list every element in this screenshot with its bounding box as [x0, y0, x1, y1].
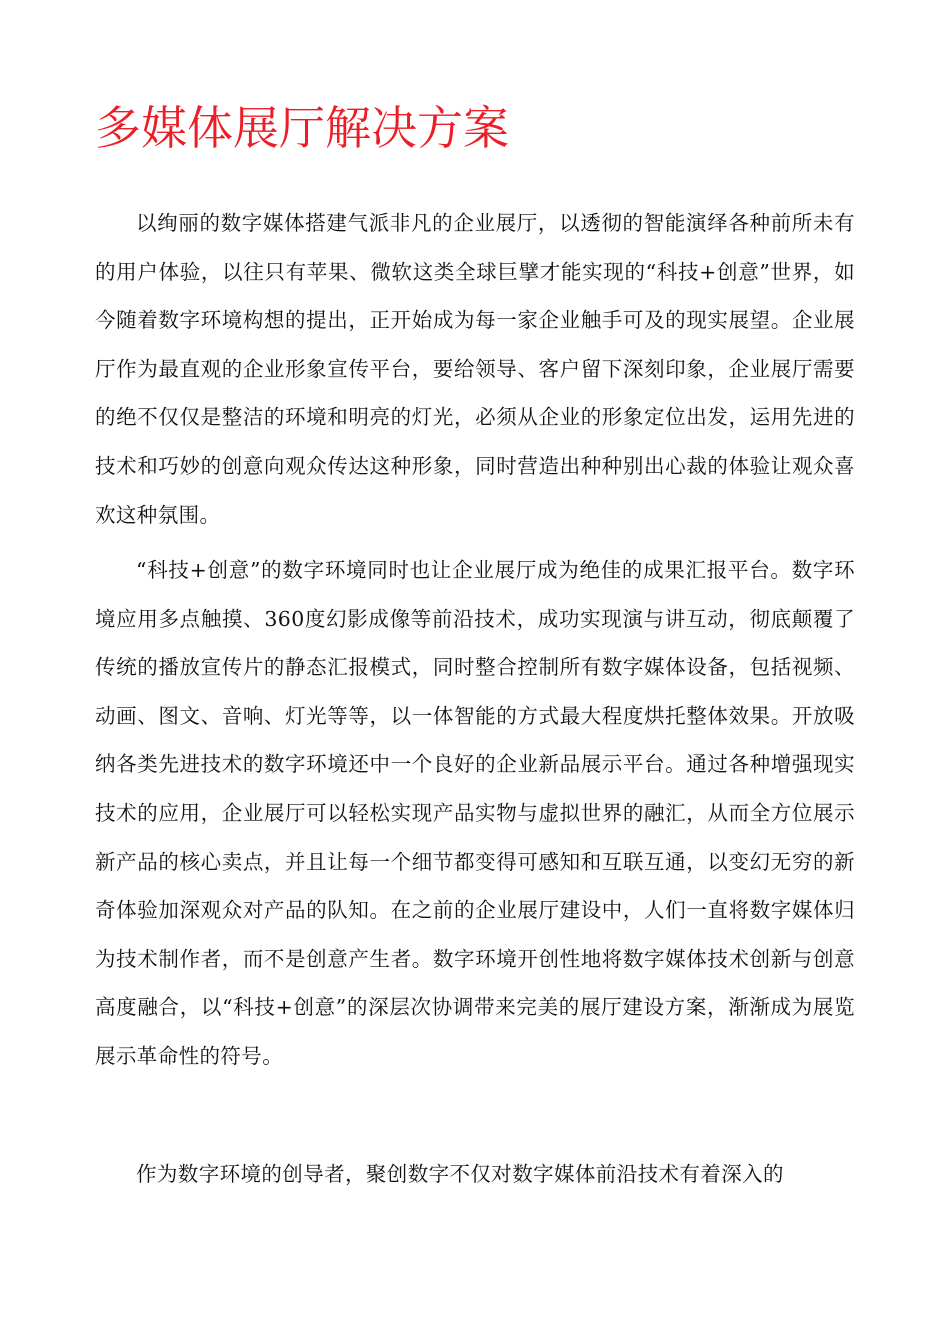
body-paragraph-1: 以绚丽的数字媒体搭建气派非凡的企业展厅，以透彻的智能演绎各种前所未有的用户体验，以往只有苹果、微软这类全球巨擘才能实现的“科技+创意”世界，如今随着数字环境构想的提出，正开始成为每一家企业触手可及的现实展望。企业展厅作为最直观的企业形象宣传平台，要给领导、客户留下深刻印象，企业展厅需要的绝不仅仅是整洁的环境和明亮的灯光，必须从企业的形象定位出发，运用先进的技术和巧妙的创意向观众传达这种形象，同时营造出种种别出心裁的体验让观众喜欢这种氛围。 [95, 211, 855, 527]
document-title: 多媒体展厅解决方案 [95, 101, 509, 155]
body-paragraph-2: “科技+创意”的数字环境同时也让企业展厅成为绝佳的成果汇报平台。数字环境应用多点触摸、360度幻影成像等前沿技术，成功实现演与讲互动，彻底颠覆了传统的播放宣传片的静态汇报模式，同时整合控制所有数字媒体设备，包括视频、动画、图文、音响、灯光等等，以一体智能的方式最大程度烘托整体效果。开放吸纳各类先进技术的数字环境还中一个良好的企业新品展示平台。通过各种增强现实技术的应用，企业展厅可以轻松实现产品实物与虚拟世界的融汇，从而全方位展示新产品的核心卖点，并且让每一个细节都变得可感知和互联互通，以变幻无穷的新奇体验加深观众对产品的队知。在之前的企业展厅建设中，人们一直将数字媒体归为技术制作者，而不是创意产生者。数字环境开创性地将数字媒体技术创新与创意高度融合，以“科技+创意”的深层次协调带来完美的展厅建设方案，渐渐成为展览展示革命性的符号。 [95, 558, 855, 1068]
body-paragraph-3: 作为数字环境的创导者，聚创数字不仅对数字媒体前沿技术有着深入的 [136, 1162, 784, 1186]
